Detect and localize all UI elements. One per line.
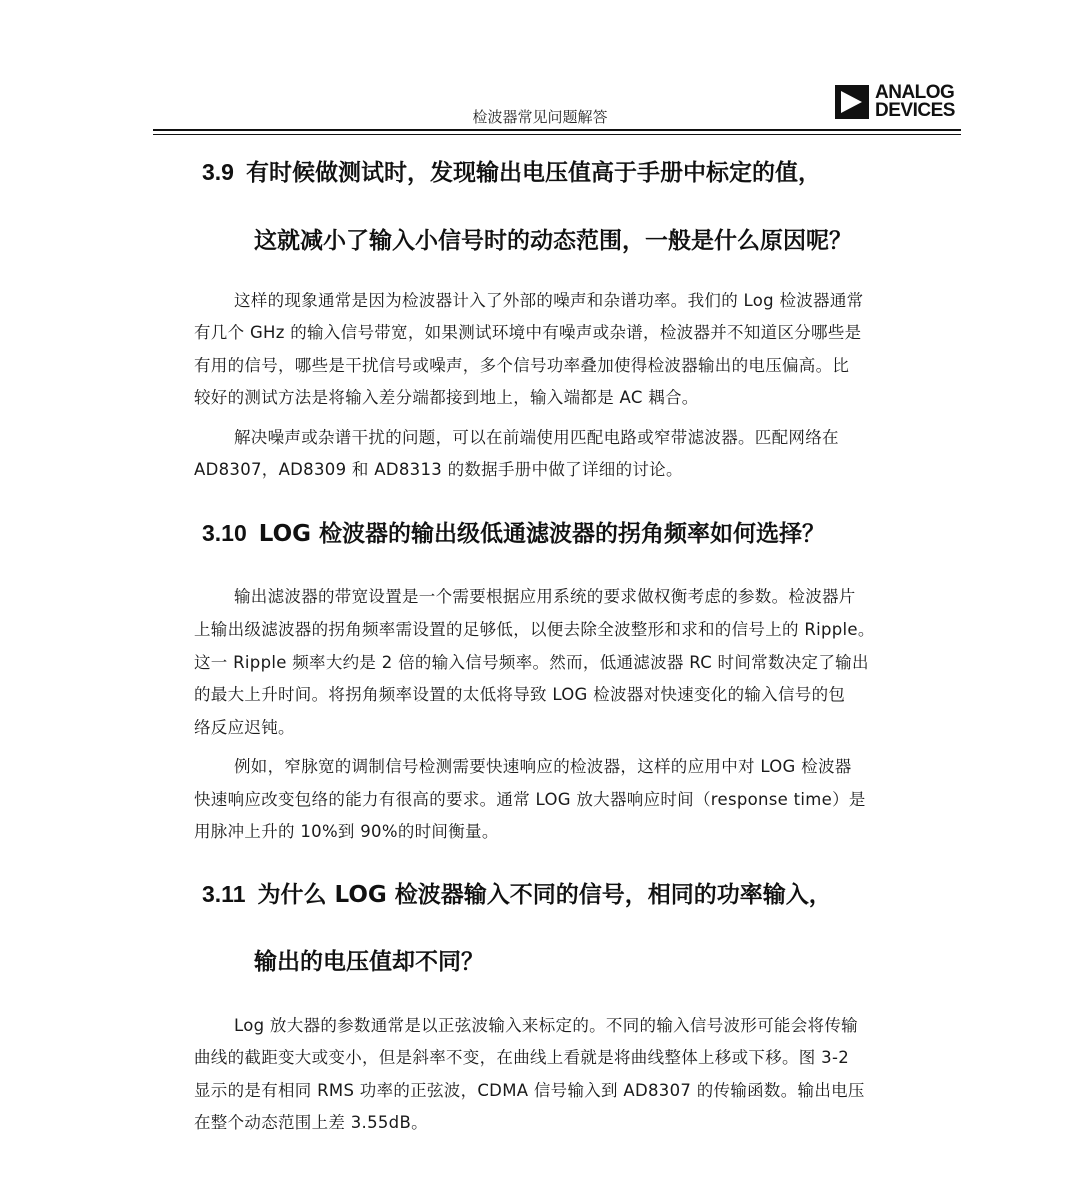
paragraph-line: 用脉冲上升的 10%到 90%的时间衡量。 <box>194 822 499 841</box>
section-number: 3.9 <box>202 159 234 185</box>
section-title: LOG 检波器的输出级低通滤波器的拐角频率如何选择？ <box>258 521 826 547</box>
logo-wordmark <box>875 84 955 120</box>
running-header-title: 检波器常见问题解答 <box>472 108 608 126</box>
section-3-9-heading-line-2: 这就减小了输入小信号时的动态范围，一般是什么原因呢？ <box>254 228 852 254</box>
paragraph-line: 曲线的截距变大或变小，但是斜率不变，在曲线上看就是将曲线整体上移或下移。图 3-2 <box>194 1048 849 1067</box>
paragraph-line: 这一 Ripple 频率大约是 2 倍的输入信号频率。然而，低通滤波器 RC 时间常数决定了输出 <box>194 653 869 672</box>
paragraph-line: 快速响应改变包络的能力有很高的要求。通常 LOG 放大器响应时间（response time）是 <box>194 790 866 809</box>
section-number: 3.11 <box>202 881 246 907</box>
paragraph-line: 例如，窄脉宽的调制信号检测需要快速响应的检波器，这样的应用中对 LOG 检波器 <box>234 757 852 776</box>
paragraph-line: 在整个动态范围上差 3.55dB。 <box>194 1113 428 1132</box>
section-3-10-heading <box>202 515 825 548</box>
paragraph-line: AD8307，AD8309 和 AD8313 的数据手册中做了详细的讨论。 <box>194 460 683 479</box>
paragraph-line: Log 放大器的参数通常是以正弦波输入来标定的。不同的输入信号波形可能会将传输 <box>234 1016 858 1035</box>
paragraph-line: 络反应迟钝。 <box>194 718 295 737</box>
paragraph-line: 输出滤波器的带宽设置是一个需要根据应用系统的要求做权衡考虑的参数。检波器片 <box>234 587 856 606</box>
section-title: 有时候做测试时，发现输出电压值高于手册中标定的值， <box>245 160 821 186</box>
section-title: 为什么 LOG 检波器输入不同的信号，相同的功率输入， <box>257 882 832 908</box>
header-rule-thin <box>153 134 961 135</box>
logo-line-2: DEVICES <box>875 100 955 121</box>
logo-triangle-icon <box>835 85 869 119</box>
section-3-9-heading-line-1 <box>202 154 821 187</box>
paragraph-line: 这样的现象通常是因为检波器计入了外部的噪声和杂谱功率。我们的 Log 检波器通常 <box>234 291 864 310</box>
paragraph-line: 的最大上升时间。将拐角频率设置的太低将导致 LOG 检波器对快速变化的输入信号的包 <box>194 685 846 704</box>
paragraph-line: 解决噪声或杂谱干扰的问题，可以在前端使用匹配电路或窄带滤波器。匹配网络在 <box>234 428 839 447</box>
paragraph-line: 较好的测试方法是将输入差分端都接到地上，输入端都是 AC 耦合。 <box>194 388 699 407</box>
logo-line-1: ANALOG <box>875 82 955 103</box>
section-number: 3.10 <box>202 520 247 546</box>
paragraph-line: 上输出级滤波器的拐角频率需设置的足够低，以便去除全波整形和求和的信号上的 Ripple。 <box>194 620 875 639</box>
paragraph-line: 有几个 GHz 的输入信号带宽，如果测试环境中有噪声或杂谱，检波器并不知道区分哪些是 <box>194 323 862 342</box>
analog-devices-logo <box>835 82 955 122</box>
paragraph-line: 有用的信号，哪些是干扰信号或噪声，多个信号功率叠加使得检波器输出的电压偏高。比 <box>194 356 850 375</box>
header-rule-thick <box>153 129 961 131</box>
section-3-11-heading-line-1 <box>202 876 832 909</box>
section-3-11-heading-line-2: 输出的电压值却不同？ <box>254 949 484 975</box>
paragraph-line: 显示的是有相同 RMS 功率的正弦波，CDMA 信号输入到 AD8307 的传输函数。输出电压 <box>194 1081 865 1100</box>
